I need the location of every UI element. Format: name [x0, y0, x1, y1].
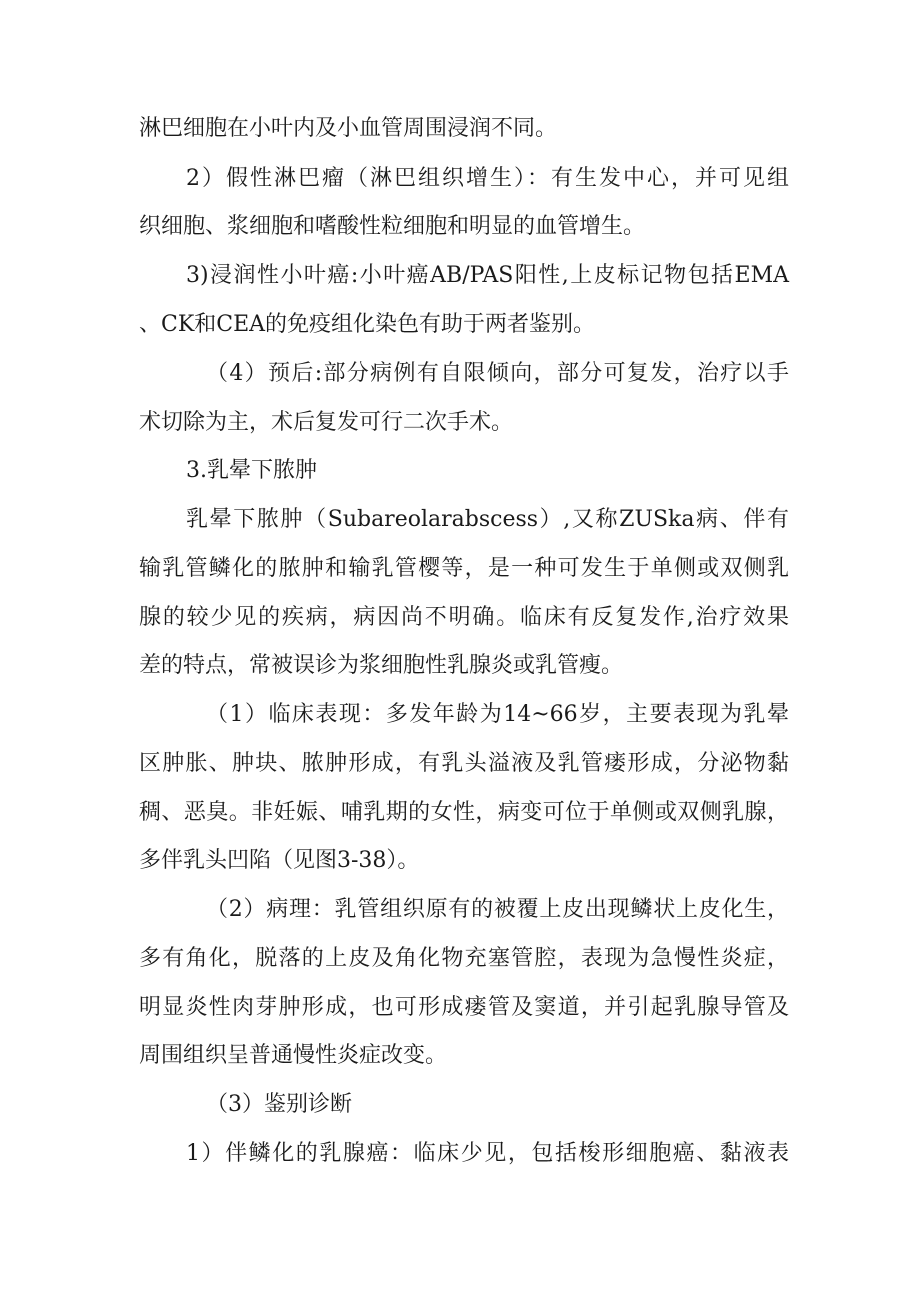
text-line: （4）预后:部分病例有自限倾向，部分可复发，治疗以手 [206, 361, 789, 386]
text-line: 淋巴细胞在小叶内及小血管周围浸润不同。 [139, 116, 558, 141]
text-line: 多伴乳头凹陷（见图3-38）。 [139, 848, 420, 873]
text-line: 输乳管鳞化的脓肿和输乳管樱等，是一种可发生于单侧或双侧乳 [139, 556, 789, 581]
text-line: 术切除为主，术后复发可行二次手术。 [139, 410, 514, 435]
text-line: 稠、恶臭。非妊娠、哺乳期的女性，病变可位于单侧或双侧乳腺， [139, 800, 789, 825]
text-line: 乳晕下脓肿（Subareolarabscess）,又称ZUSka病、伴有 [186, 507, 789, 532]
subsection-heading: （3）鉴别诊断 [206, 1092, 352, 1117]
text-line: 多有角化，脱落的上皮及角化物充塞管腔，表现为急慢性炎症， [139, 946, 789, 971]
text-line: 1）伴鳞化的乳腺癌：临床少见，包括梭形细胞癌、黏液表 [186, 1141, 789, 1166]
text-line: 2）假性淋巴瘤（淋巴组织增生）：有生发中心，并可见组 [186, 166, 789, 191]
text-line: 腺的较少见的疾病，病因尚不明确。临床有反复发作,治疗效果 [139, 605, 789, 630]
text-line: 、CK和CEA的免疫组化染色有助于两者鉴别。 [139, 312, 596, 337]
text-line: 3)浸润性小叶癌:小叶癌AB/PAS阳性,上皮标记物包括EMA [186, 263, 789, 288]
text-line: 周围组织呈普通慢性炎症改变。 [139, 1043, 448, 1068]
text-line: （2）病理：乳管组织原有的被覆上皮出现鳞状上皮化生， [206, 897, 789, 922]
text-line: 区肿胀、肿块、脓肿形成，有乳头溢液及乳管瘘形成，分泌物黏 [139, 751, 789, 776]
text-line: 明显炎性肉芽肿形成，也可形成瘘管及窦道，并引起乳腺导管及 [139, 995, 789, 1020]
text-line: （1）临床表现：多发年龄为14~66岁，主要表现为乳晕 [206, 702, 789, 727]
text-line: 差的特点，常被误诊为浆细胞性乳腺炎或乳管瘦。 [139, 653, 624, 678]
text-line: 织细胞、浆细胞和嗜酸性粒细胞和明显的血管增生。 [139, 214, 646, 239]
section-heading: 3.乳晕下脓肿 [186, 458, 317, 483]
